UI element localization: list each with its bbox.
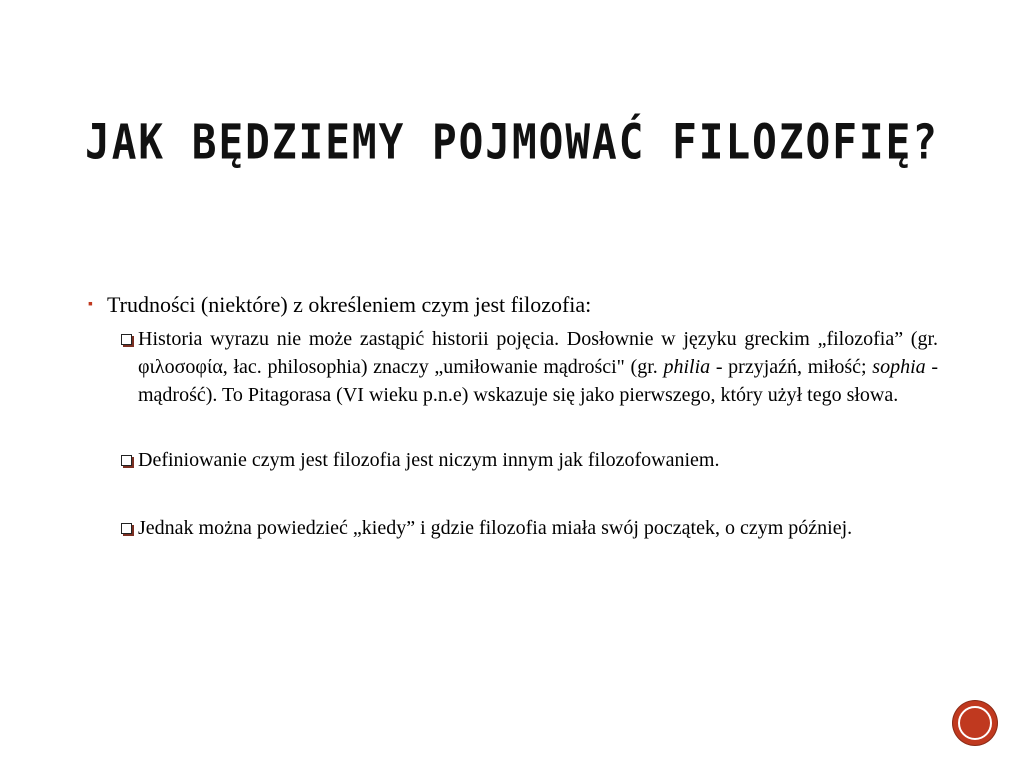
badge-ring (958, 706, 992, 740)
subbullet-italic-term: sophia (872, 356, 926, 378)
checkbox-bullet-icon (121, 455, 132, 466)
subbullet-text-part: - mądrość). To Pitagorasa (VI wieku p.n.e) wskazuje się jako pierwszego, który użył tego słowa. (138, 356, 938, 406)
subbullet-text-part: - przyjaźń, miłość; (710, 356, 873, 378)
checkbox-bullet-icon (121, 334, 132, 345)
subbullet-definition (121, 446, 938, 474)
slide-content (86, 290, 938, 542)
square-bullet-icon: ▪ (88, 297, 93, 312)
subbullet-origin (121, 514, 938, 542)
subbullet-text: Jednak można powiedzieć „kiedy” i gdzie filozofia miała swój początek, o czym później. (138, 517, 853, 539)
bullet-text: Trudności (niektóre) z określeniem czym jest filozofia: (107, 292, 592, 317)
slide-title: JAK BĘDZIEMY POJMOWAĆ FILOZOFIĘ? (85, 113, 939, 171)
subbullet-history (121, 325, 938, 409)
bullet-level1 (86, 290, 938, 319)
checkbox-bullet-icon (121, 523, 132, 534)
corner-badge-icon (953, 701, 997, 745)
subbullet-text: Definiowanie czym jest filozofia jest niczym innym jak filozofowaniem. (138, 449, 720, 471)
subbullet-text-part: Historia wyrazu nie może zastąpić historii pojęcia. Dosłownie w języku greckim „filozofia” (gr. φιλοσοφία, łac. philosophia) znaczy „umiłowanie mądrości" (gr. (138, 328, 938, 378)
subbullet-italic-term: philia (663, 356, 711, 378)
